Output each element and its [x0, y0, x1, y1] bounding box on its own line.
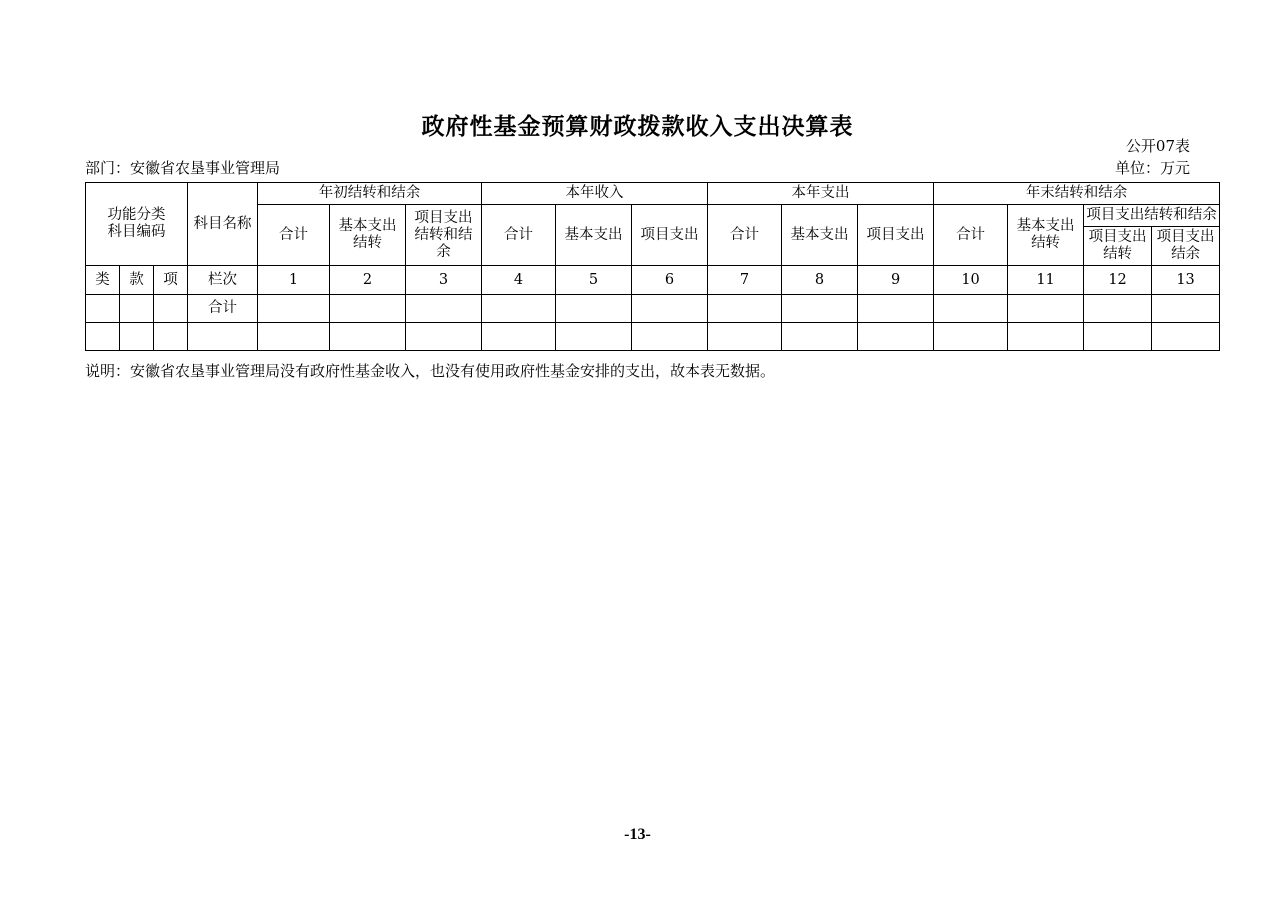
col-number-5: 5 [556, 266, 632, 295]
col-number-7: 7 [708, 266, 782, 295]
header-end-total: 合计 [934, 205, 1008, 266]
total-row-lei [86, 295, 120, 323]
row-value-11 [1008, 323, 1084, 351]
col-number-12: 12 [1084, 266, 1152, 295]
total-value-5 [556, 295, 632, 323]
row-value-5 [556, 323, 632, 351]
budget-table [85, 182, 1220, 351]
col-number-13: 13 [1152, 266, 1220, 295]
header-function-class: 功能分类 科目编码 [86, 183, 188, 266]
header-end-project-balance: 项目支出 结余 [1152, 227, 1220, 266]
total-value-7 [708, 295, 782, 323]
total-row-label: 合计 [188, 295, 258, 323]
row-kuan [120, 323, 154, 351]
row-value-2 [330, 323, 406, 351]
total-row-kuan [120, 295, 154, 323]
table-header-row-1 [86, 183, 1220, 205]
total-value-1 [258, 295, 330, 323]
table-row-total [86, 295, 1220, 323]
row-lei [86, 323, 120, 351]
header-end-balance: 年末结转和结余 [934, 183, 1220, 205]
header-expense-project: 项目支出 [858, 205, 934, 266]
row-value-3 [406, 323, 482, 351]
total-value-13 [1152, 295, 1220, 323]
row-value-8 [782, 323, 858, 351]
header-expense-total: 合计 [708, 205, 782, 266]
total-row-xiang [154, 295, 188, 323]
class-col-xiang: 项 [154, 266, 188, 295]
header-income-basic: 基本支出 [556, 205, 632, 266]
col-number-11: 11 [1008, 266, 1084, 295]
col-number-10: 10 [934, 266, 1008, 295]
row-value-7 [708, 323, 782, 351]
total-value-6 [632, 295, 708, 323]
header-begin-basic: 基本支出 结转 [330, 205, 406, 266]
header-project-end: 项目支出结转和结余 [1084, 205, 1220, 227]
row-value-12 [1084, 323, 1152, 351]
header-income-project: 项目支出 [632, 205, 708, 266]
col-number-4: 4 [482, 266, 556, 295]
header-begin-project: 项目支出 结转和结 余 [406, 205, 482, 266]
row-value-13 [1152, 323, 1220, 351]
row-value-4 [482, 323, 556, 351]
col-number-6: 6 [632, 266, 708, 295]
row-xiang [154, 323, 188, 351]
header-end-project-carry: 项目支出 结转 [1084, 227, 1152, 266]
row-value-1 [258, 323, 330, 351]
header-income-total: 合计 [482, 205, 556, 266]
total-value-11 [1008, 295, 1084, 323]
col-number-2: 2 [330, 266, 406, 295]
header-expense-basic: 基本支出 [782, 205, 858, 266]
row-value-6 [632, 323, 708, 351]
page-number: -13- [624, 826, 651, 843]
class-col-kuan: 款 [120, 266, 154, 295]
total-value-2 [330, 295, 406, 323]
total-value-9 [858, 295, 934, 323]
total-value-10 [934, 295, 1008, 323]
header-year-expense: 本年支出 [708, 183, 934, 205]
total-value-4 [482, 295, 556, 323]
row-value-10 [934, 323, 1008, 351]
header-end-basic: 基本支出 结转 [1008, 205, 1084, 266]
page-title: 政府性基金预算财政拨款收入支出决算表 [421, 113, 854, 140]
total-value-12 [1084, 295, 1152, 323]
header-year-income: 本年收入 [482, 183, 708, 205]
form-number: 公开07表 [1125, 137, 1190, 155]
total-value-8 [782, 295, 858, 323]
row-subject-name [188, 323, 258, 351]
col-number-8: 8 [782, 266, 858, 295]
col-number-9: 9 [858, 266, 934, 295]
unit-label: 单位：万元 [1114, 159, 1190, 177]
row-value-9 [858, 323, 934, 351]
class-col-lei: 类 [86, 266, 120, 295]
header-begin-total: 合计 [258, 205, 330, 266]
table-note: 说明：安徽省农垦事业管理局没有政府性基金收入，也没有使用政府性基金安排的支出，故本表无数据。 [85, 362, 776, 380]
header-subject-name: 科目名称 [188, 183, 258, 266]
header-begin-balance: 年初结转和结余 [258, 183, 482, 205]
department-label: 部门：安徽省农垦事业管理局 [85, 159, 281, 177]
col-number-1: 1 [258, 266, 330, 295]
row-label-lanci: 栏次 [188, 266, 258, 295]
table-column-number-row [86, 266, 1220, 295]
table-row [86, 323, 1220, 351]
total-value-3 [406, 295, 482, 323]
col-number-3: 3 [406, 266, 482, 295]
